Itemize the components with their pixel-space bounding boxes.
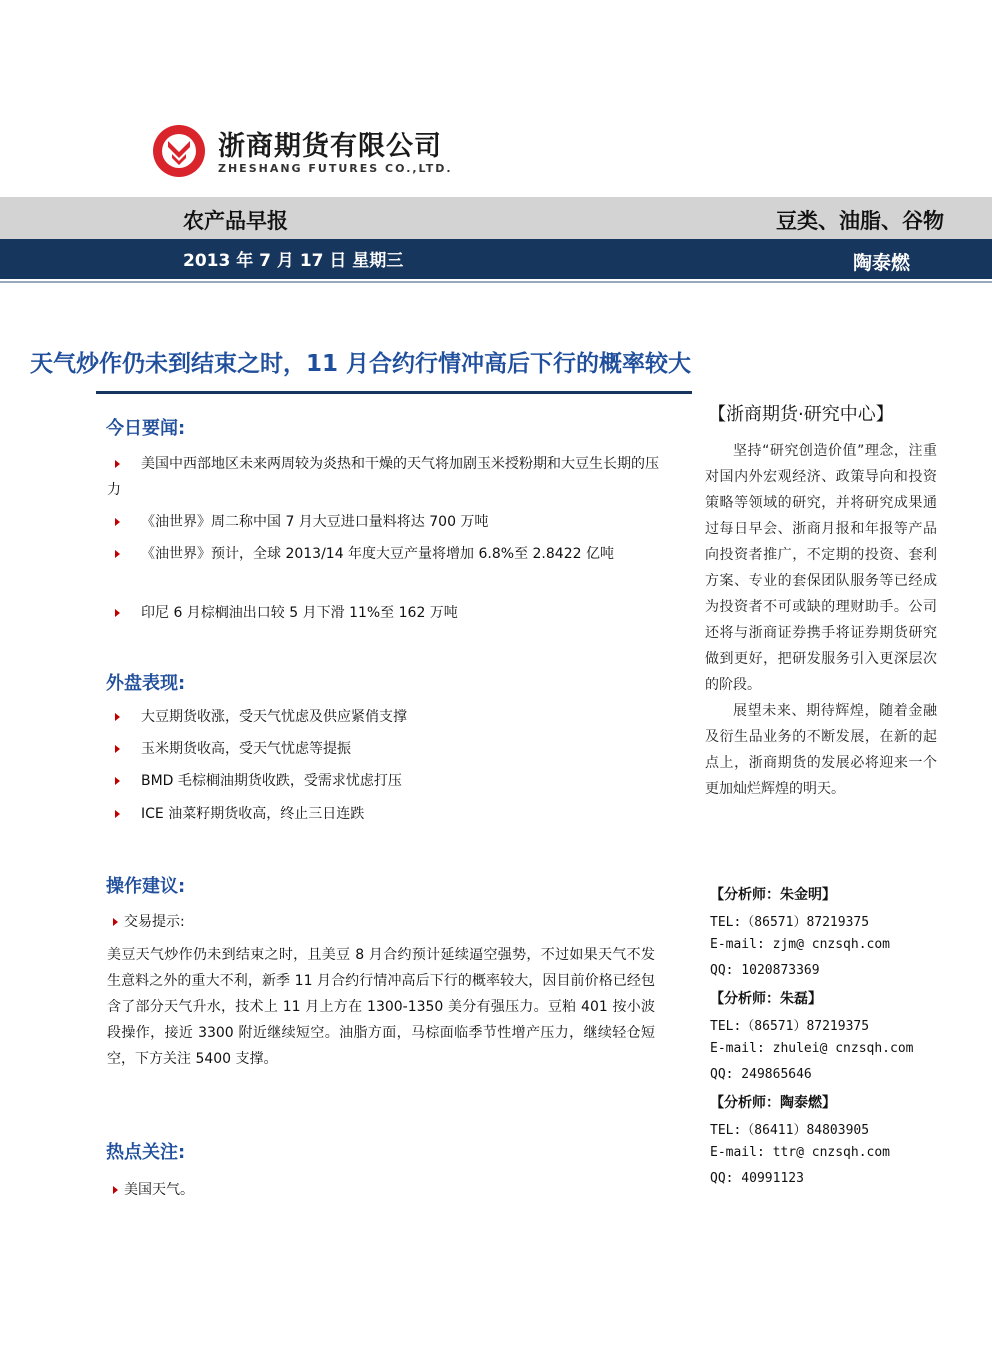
analyst-email[interactable]: E-mail: zhulei@ cnzsqh.com xyxy=(710,1041,914,1056)
bullet-arrow-icon xyxy=(115,810,120,818)
section-title-advice: 操作建议: xyxy=(106,876,186,897)
report-date: 2013 年 7 月 17 日 星期三 xyxy=(183,251,404,271)
banner-divider xyxy=(0,281,992,283)
headline: 天气炒作仍未到结束之时，11 月合约行情冲高后下行的概率较大 xyxy=(30,351,692,377)
overseas-item: BMD 毛棕榈油期货收跌，受需求忧虑打压 xyxy=(107,768,667,794)
bullet-arrow-icon xyxy=(115,713,120,721)
zheshang-logo-icon xyxy=(152,124,206,178)
analyst-tel: TEL:（86571）87219375 xyxy=(710,915,870,930)
analyst-qq: QQ: 1020873369 xyxy=(710,963,820,978)
news-item: 《油世界》预计，全球 2013/14 年度大豆产量将增加 6.8%至 2.8422 亿吨 xyxy=(107,541,667,567)
news-item: 美国中西部地区未来两周较为炎热和干燥的天气将加剧玉米授粉期和大豆生长期的压力 xyxy=(107,456,659,498)
logo-name-en: ZHESHANG FUTURES CO.,LTD. xyxy=(218,162,453,175)
sidebar-intro: 坚持“研究创造价值”理念，注重对国内外宏观经济、政策导向和投资策略等领域的研究，并将研究成果通过每日早会、浙商月报和年报等产品向投资者推广，不定期的投资、套利方案、专业的套保团队服务等已经成为投资者不可或缺的理财助手。公司还将与浙商证券携手将证券期货研究做到更好，把研发服务引入更深层次的阶段。 xyxy=(705,443,937,693)
overseas-item: 大豆期货收涨，受天气忧虑及供应紧俏支撑 xyxy=(107,704,667,730)
advice-text: 美豆天气炒作仍未到结束之时，且美豆 8 月合约预计延续逼空强势，不过如果天气不发生意料之外的重大不利，新季 11 月合约行情冲高后下行的概率较大，因目前价格已经包含了部分天气升水，技术上 11 月上方在 1300-1350 美分有强压力。豆粕 401 按小波段操作，接近 3300 附近继续短空。油脂方面，马棕面临季节性增产压力，继续轻仓短空，下方关注 5400 支撑。 xyxy=(107,947,655,1067)
bullet-arrow-icon xyxy=(115,609,120,617)
logo-name-cn: 浙商期货有限公司 xyxy=(218,131,442,162)
trade-tip: 交易提示: xyxy=(113,911,185,931)
bullet-arrow-icon xyxy=(115,777,120,785)
analyst-tel: TEL:（86411）84803905 xyxy=(710,1123,870,1138)
analyst-tel: TEL:（86571）87219375 xyxy=(710,1019,870,1034)
analyst-name: 【分析师：朱金明】 xyxy=(710,887,836,903)
bullet-arrow-icon xyxy=(115,518,120,526)
news-item: 《油世界》周二称中国 7 月大豆进口量料将达 700 万吨 xyxy=(107,509,667,535)
analyst-name: 【分析师：朱磊】 xyxy=(710,991,822,1007)
banner-blue-band xyxy=(0,239,992,279)
section-title-hot: 热点关注: xyxy=(106,1142,186,1163)
section-title-news: 今日要闻: xyxy=(106,418,186,439)
bullet-arrow-icon xyxy=(113,918,118,926)
headline-rule xyxy=(96,391,692,394)
analyst-qq: QQ: 249865646 xyxy=(710,1067,812,1082)
bullet-arrow-icon xyxy=(115,745,120,753)
hot-item: 美国天气。 xyxy=(113,1179,194,1199)
bullet-arrow-icon xyxy=(115,550,120,558)
analyst-name: 【分析师：陶泰燃】 xyxy=(710,1095,836,1111)
bullet-arrow-icon xyxy=(115,460,120,468)
news-item: 印尼 6 月棕榈油出口较 5 月下滑 11%至 162 万吨 xyxy=(107,600,667,626)
sidebar-outlook: 展望未来、期待辉煌，随着金融及衍生品业务的不断发展，在新的起点上，浙商期货的发展必将迎来一个更加灿烂辉煌的明天。 xyxy=(705,703,937,797)
company-logo xyxy=(152,120,453,180)
report-type: 农产品早报 xyxy=(183,209,288,233)
section-title-overseas: 外盘表现: xyxy=(106,673,186,694)
report-categories: 豆类、油脂、谷物 xyxy=(776,209,944,233)
bullet-arrow-icon xyxy=(113,1186,118,1194)
overseas-item: ICE 油菜籽期货收高，终止三日连跌 xyxy=(107,801,667,827)
overseas-item: 玉米期货收高，受天气忧虑等提振 xyxy=(107,736,667,762)
analyst-email[interactable]: E-mail: ttr@ cnzsqh.com xyxy=(710,1145,891,1160)
analyst-qq: QQ: 40991123 xyxy=(710,1171,804,1186)
report-author: 陶泰燃 xyxy=(852,252,910,274)
analyst-email[interactable]: E-mail: zjm@ cnzsqh.com xyxy=(710,937,891,952)
sidebar-title: 【浙商期货·研究中心】 xyxy=(708,404,894,425)
